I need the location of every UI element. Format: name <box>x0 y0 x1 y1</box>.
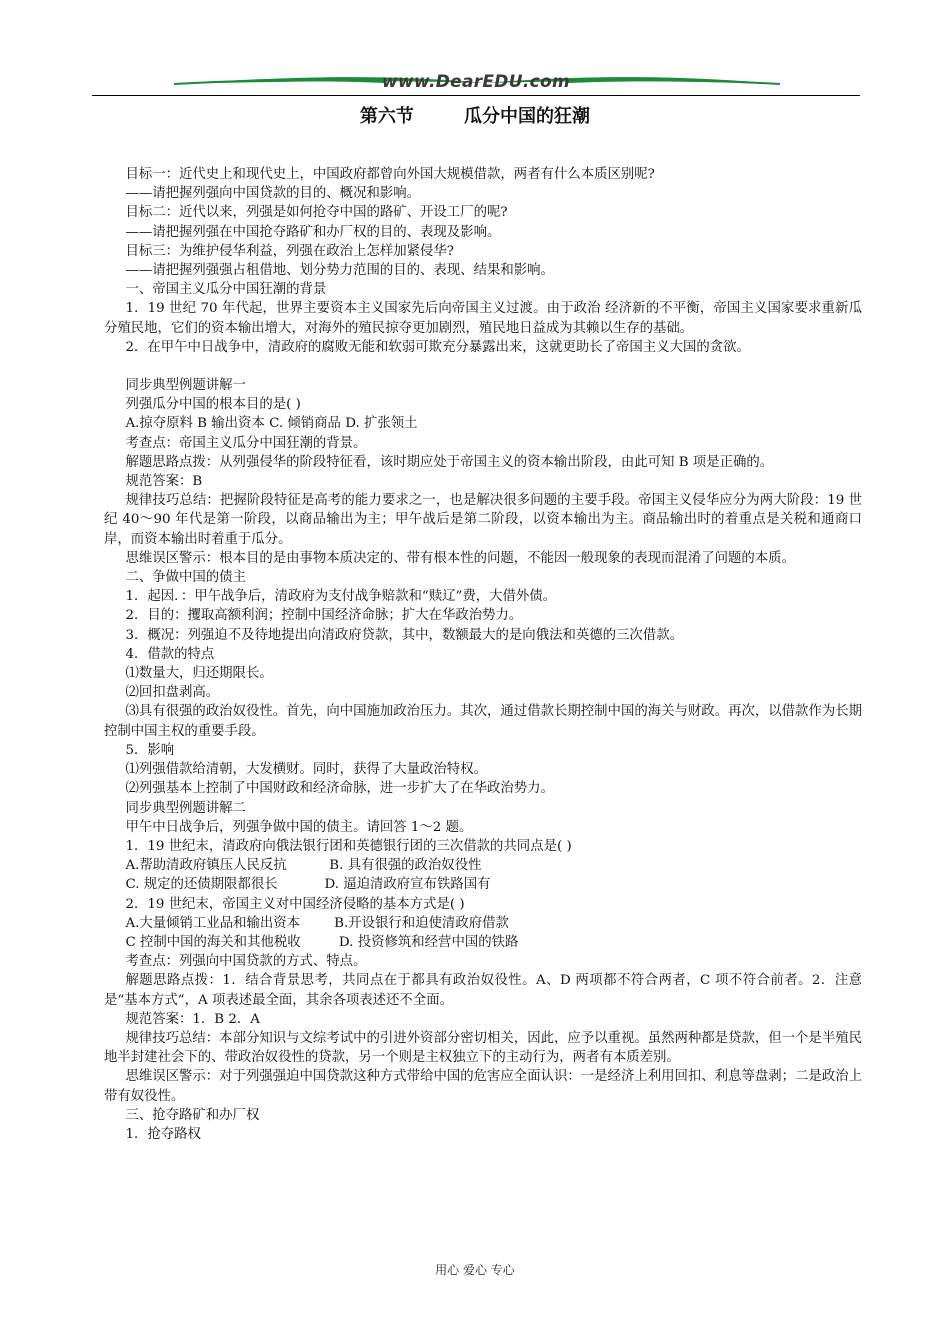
list-item: 4．借款的特点 <box>125 646 215 662</box>
misconception-warning: 思维误区警示：根本目的是由事物本质决定的、带有根本性的问题，不能因一般现象的表现而混淆了问题的本质。 <box>125 550 795 566</box>
objective-line: ——请把握列强向中国贷款的目的、概况和影响。 <box>125 186 421 202</box>
section-heading: 二、争做中国的债主 <box>125 570 246 586</box>
example-intro: 甲午中日战争后，列强争做中国的债主。请回答 1～2 题。 <box>125 819 473 835</box>
header-divider <box>92 95 860 96</box>
solution-hint: 解题思路点拨：从列强侵华的阶段特征看，该时期应处于帝国主义的资本输出阶段，由此可知 B 项是正确的。 <box>125 454 774 470</box>
list-item: 2．目的：攫取高额利润；控制中国经济命脉；扩大在华政治势力。 <box>125 608 523 624</box>
example-heading: 同步典型例题讲解二 <box>125 800 246 816</box>
section-heading: 三、抢夺路矿和办厂权 <box>125 1107 260 1123</box>
question-options: A.掠夺原料 B 输出资本 C. 倾销商品 D. 扩张领土 <box>125 416 418 432</box>
objective-line: 目标三：为维护侵华利益，列强在政治上怎样加紧侵华? <box>125 243 454 259</box>
question: 1．19 世纪末，清政府向俄法银行团和英德银行团的三次借款的共同点是( ) <box>125 838 572 854</box>
technique-summary: 规律技巧总结：把握阶段特征是高考的能力要求之一，也是解决很多问题的主要手段。帝国主义侵华应分为两大阶段：19 世纪 40～90 年代是第一阶段，以商品输出为主；甲午战后是第二阶段，以资本输出为主。商品输出时的着重点是关税和通商口岸，而资本输出时着重于瓜分。 <box>104 493 862 547</box>
site-header <box>92 70 860 100</box>
paragraph: 1．19 世纪 70 年代起，世界主要资本主义国家先后向帝国主义过渡。由于政治 经济新的不平衡，帝国主义国家要求重新瓜分殖民地，它们的资本输出增大，对海外的殖民掠夺更加剧烈，殖民地日益成为其赖以生存的基础。 <box>104 301 862 336</box>
question-options: C. 规定的还债期限都很长 D. 逼迫清政府宣布铁路国有 <box>125 877 491 893</box>
page-title: 第六节 瓜分中国的狂潮 <box>359 106 591 127</box>
list-item: 3．概况：列强迫不及待地提出向清政府贷款，其中，数额最大的是向俄法和英德的三次借款。 <box>125 627 683 643</box>
list-item: 1．起因．：甲午战争后，清政府为支付战争赔款和“赎辽”费，大借外债。 <box>125 589 557 605</box>
sub-item: ⑴数量大，归还期限长。 <box>125 666 273 682</box>
sub-item: ⑵回扣盘剥高。 <box>125 685 220 701</box>
document-body <box>104 165 862 1144</box>
question-options: C 控制中国的海关和其他税收 D. 投资修筑和经营中国的铁路 <box>125 934 519 950</box>
list-item: 5．影响 <box>125 742 175 758</box>
example-heading: 同步典型例题讲解一 <box>125 378 246 394</box>
page-footer: 用心 爱心 专心 <box>435 1263 515 1277</box>
objective-line: ——请把握列强在中国抢夺路矿和办厂权的目的、表现及影响。 <box>125 224 501 240</box>
header-site-url[interactable]: www.DearEDU.com <box>382 72 570 92</box>
spacer <box>104 357 862 376</box>
standard-answer: 规范答案：B <box>125 474 203 490</box>
list-item: 1．抢夺路权 <box>125 1126 201 1142</box>
sub-item: ⑴列强借款给清朝，大发横财。同时，获得了大量政治特权。 <box>125 762 487 778</box>
technique-summary: 规律技巧总结：本部分知识与文综考试中的引进外资部分密切相关，因此，应予以重视。虽然两种都是贷款，但一个是半殖民地半封建社会下的、带政治奴役性的贷款，另一个则是主权独立下的主动行为，两者有本质差别。 <box>104 1030 862 1066</box>
sub-item: ⑶具有很强的政治奴役性。首先，向中国施加政治压力。其次，通过借款长期控制中国的海关与财政。再次，以借款作为长期控制中国主权的重要手段。 <box>104 704 862 739</box>
question-options: A.大量倾销工业品和输出资本 B.开设银行和迫使清政府借款 <box>125 915 509 931</box>
paragraph: 2．在甲午中日战争中，清政府的腐败无能和软弱可欺充分暴露出来，这就更助长了帝国主义大国的贪欲。 <box>125 339 750 355</box>
objective-line: 目标一：近代史上和现代史上，中国政府都曾向外国大规模借款，两者有什么本质区别呢? <box>125 167 655 182</box>
question: 2．19 世纪末，帝国主义对中国经济侵略的基本方式是( ) <box>125 896 465 912</box>
misconception-warning: 思维误区警示：对于列强强迫中国贷款这种方式带给中国的危害应全面认识：一是经济上利用回扣、利息等盘剥；二是政治上带有奴役性。 <box>104 1069 862 1104</box>
exam-point: 考查点：列强向中国贷款的方式、特点。 <box>125 954 367 970</box>
section-heading: 一、帝国主义瓜分中国狂潮的背景 <box>125 282 327 298</box>
objective-line: ——请把握列强强占租借地、划分势力范围的目的、表现、结果和影响。 <box>125 263 554 279</box>
question: 列强瓜分中国的根本目的是( ) <box>125 397 301 413</box>
question-options: A.帮助清政府镇压人民反抗 B. 具有很强的政治奴役性 <box>125 858 482 874</box>
solution-hint: 解题思路点拨：1．结合背景思考，共同点在于都具有政治奴役性。A、D 两项都不符合两者，C 项不符合前者。2．注意是“基本方式”，A 项表述最全面，其余各项表述还不全面。 <box>104 973 862 1008</box>
objective-line: 目标二：近代以来，列强是如何抢夺中国的路矿、开设工厂的呢? <box>125 205 508 221</box>
sub-item: ⑵列强基本上控制了中国财政和经济命脉，进一步扩大了在华政治势力。 <box>125 781 554 797</box>
exam-point: 考查点：帝国主义瓜分中国狂潮的背景。 <box>125 435 367 451</box>
standard-answer: 规范答案：1．B 2．A <box>125 1011 260 1027</box>
